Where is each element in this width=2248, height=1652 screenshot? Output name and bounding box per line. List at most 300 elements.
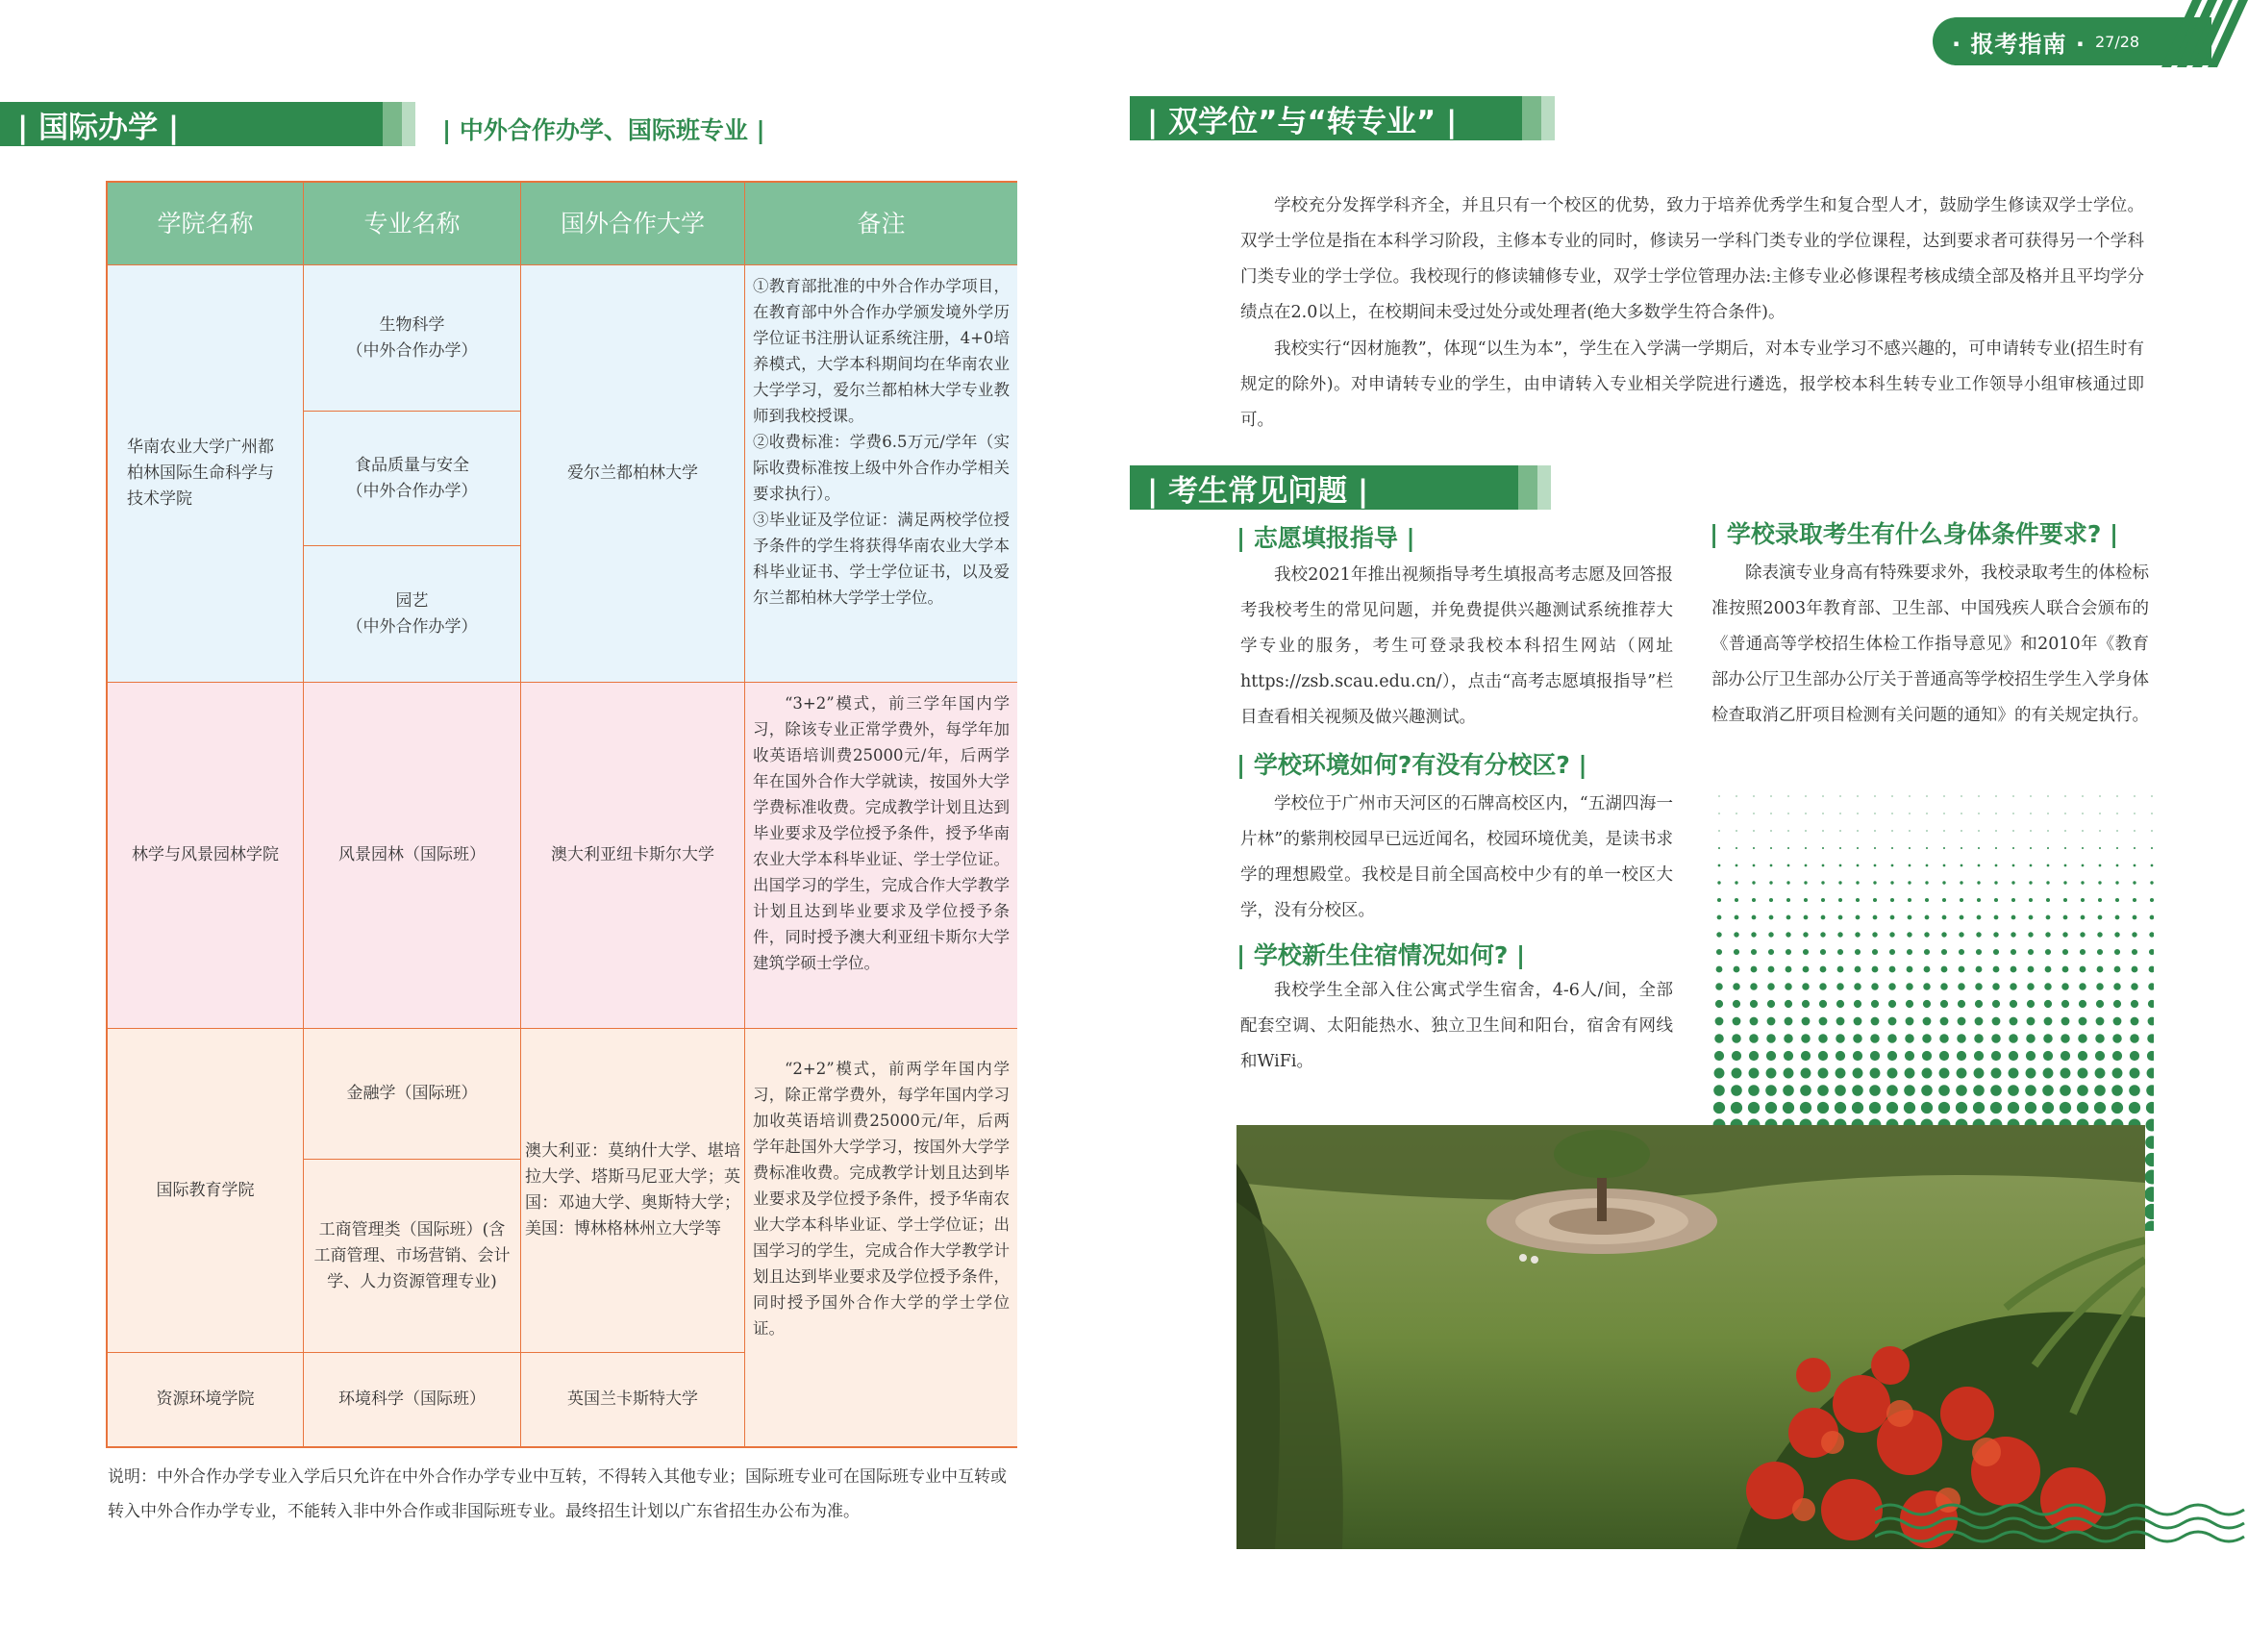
dot	[1921, 1102, 1933, 1114]
dot	[1976, 949, 1982, 955]
dot	[1960, 881, 1962, 884]
dot	[1889, 966, 1896, 973]
dot	[2061, 1068, 2071, 1079]
dot	[2012, 864, 2015, 867]
dot	[1715, 1000, 1723, 1008]
dot	[1938, 1085, 1950, 1096]
dot	[1839, 847, 1841, 849]
dot	[2099, 864, 2102, 867]
dot	[1908, 881, 1911, 884]
double-degree-paragraph: 学校充分发挥学科齐全，并且只有一个校区的优势，致力于培养优秀学生和复合型人才，鼓励学生修读双学士学位。双学士学位是指在本科学习阶段，主修本专业的同时，修读另一学科门类专业的学位课程，达到要求者可获得另一个学科门类专业的学士学位。我校现行的修读辅修专业，双学士学位管理办法:主修专业必修课程考核成绩全部及格并且平均学分绩点在2.0以上，在校期间未受过处分或处理者(绝大多数学生符合条件)。	[1240, 196, 2144, 322]
faq-a1: 我校2021年推出视频指导考生填报高考志愿及回答报考我校考生的常见问题，并免费提供兴趣测试系统推荐大学专业的服务，考生可登录我校本科招生网站（网址https://zsb.scau.edu.cn/），点击“高考志愿填报指导”栏目查看相关视频及做兴趣测试。	[1240, 565, 1673, 727]
dot	[1836, 1000, 1844, 1008]
dot	[2148, 983, 2154, 989]
dot	[1922, 1068, 1933, 1079]
dot	[2029, 881, 2032, 884]
dot	[2150, 915, 2154, 920]
dot	[1717, 898, 1721, 902]
dot	[2131, 1017, 2139, 1026]
dot	[2098, 898, 2102, 902]
dot	[1718, 847, 1720, 849]
dot	[1974, 1051, 1984, 1061]
dot	[2132, 932, 2136, 937]
dot	[2047, 795, 2048, 796]
dot	[2061, 983, 2068, 989]
dot	[2149, 932, 2154, 937]
dot	[1821, 881, 1824, 884]
dot	[2144, 1204, 2154, 1219]
dot	[1804, 915, 1809, 920]
dot	[1734, 949, 1739, 955]
dot	[1909, 830, 1910, 831]
dot	[1836, 1068, 1846, 1079]
dot	[1978, 830, 1979, 831]
dot	[1733, 1017, 1741, 1026]
dot	[2116, 830, 2117, 831]
dot	[1835, 1085, 1846, 1096]
dot	[2132, 966, 2138, 973]
dot	[1786, 915, 1791, 920]
dot	[1818, 1051, 1828, 1061]
dot	[2134, 847, 2136, 849]
dot	[1853, 1068, 1863, 1079]
dot	[2026, 1068, 2036, 1079]
faq-a2: 学校位于广州市天河区的石牌高校区内，“五湖四海一片林”的紫荆校园早已远近闻名，校园环境优美，是读书求学的理想殿堂。我校是目前全国高校中少有的单一校区大学，没有分校区。	[1240, 794, 1673, 920]
dot	[1992, 1017, 2001, 1026]
dot	[1717, 915, 1722, 920]
dot	[2114, 966, 2121, 973]
dot	[2146, 1119, 2154, 1132]
dot	[2097, 932, 2102, 937]
dot	[2130, 1034, 2139, 1043]
dot	[2064, 864, 2067, 867]
dot	[1959, 932, 1963, 937]
dot	[1904, 1102, 1915, 1114]
dot	[1805, 864, 1808, 867]
dot	[1891, 795, 1892, 796]
dot	[1956, 1102, 1967, 1114]
dot	[2046, 898, 2050, 902]
faq-q1: | 志愿填报指导 |	[1236, 524, 1415, 552]
dot	[1770, 795, 1771, 796]
dot	[1923, 1000, 1931, 1008]
dot	[1854, 983, 1861, 989]
header-major: 专业名称	[304, 183, 521, 265]
dot	[1924, 932, 1929, 937]
dot	[1956, 1085, 1967, 1096]
dot	[1836, 983, 1843, 989]
dot	[1753, 864, 1756, 867]
dot	[1770, 830, 1771, 831]
dot	[2010, 1017, 2018, 1026]
major-name: 食品质量与安全	[355, 455, 469, 475]
dot	[1994, 915, 1999, 920]
dot	[1752, 915, 1757, 920]
dot	[1940, 1017, 1949, 1026]
dot	[1973, 1102, 1985, 1114]
dot	[1924, 966, 1931, 973]
dot	[1874, 795, 1875, 796]
dot	[1736, 864, 1738, 867]
dot	[1993, 966, 2000, 973]
partner-cell: 爱尔兰都柏林大学	[521, 265, 745, 683]
dot	[1943, 864, 1946, 867]
dot	[1857, 864, 1860, 867]
dot	[2011, 898, 2015, 902]
dot	[1961, 847, 1962, 849]
dot	[1905, 1068, 1915, 1079]
dot	[2046, 881, 2049, 884]
dot	[2134, 830, 2135, 831]
dot	[2133, 915, 2137, 920]
dot	[1801, 1034, 1811, 1043]
dot	[2133, 881, 2136, 884]
dot	[2149, 966, 2154, 973]
dot	[1765, 1102, 1777, 1114]
dot	[1822, 864, 1825, 867]
dot	[1869, 1085, 1881, 1096]
dot	[1765, 1085, 1777, 1096]
dot	[1852, 1085, 1863, 1096]
dot	[2079, 1000, 2086, 1008]
dot	[2028, 949, 2034, 955]
header-note: 备注	[745, 183, 1017, 265]
dot	[1870, 1034, 1880, 1043]
dot	[2150, 881, 2153, 884]
dot	[1907, 966, 1913, 973]
dot	[1909, 795, 1910, 796]
dot	[2030, 830, 2031, 831]
dot	[2009, 1034, 2018, 1043]
dot	[2082, 864, 2085, 867]
dot	[1802, 983, 1809, 989]
dot	[1992, 983, 1999, 989]
dot	[1805, 830, 1806, 831]
dot	[1991, 1051, 2001, 1061]
dot	[2030, 864, 2033, 867]
dot	[1855, 949, 1861, 955]
dot	[1749, 1051, 1759, 1061]
dot	[1749, 1034, 1759, 1043]
dot	[1748, 1085, 1760, 1096]
dot	[1870, 1068, 1881, 1079]
dot	[1767, 983, 1774, 989]
dot	[2027, 1017, 2036, 1026]
dot	[1891, 864, 1894, 867]
dot	[2080, 949, 2086, 955]
dot	[1750, 983, 1757, 989]
dot	[1857, 847, 1859, 849]
dot	[1975, 1000, 1983, 1008]
dot	[1715, 983, 1722, 989]
dot	[1804, 898, 1808, 902]
dot	[1786, 881, 1789, 884]
dot	[1921, 1085, 1933, 1096]
dot	[1906, 1017, 1914, 1026]
dot	[2131, 1000, 2138, 1008]
dot	[1750, 1000, 1758, 1008]
dot	[1717, 881, 1720, 884]
major-name: 园艺	[395, 590, 429, 611]
dot	[1786, 932, 1790, 937]
dot	[2147, 1034, 2154, 1043]
dot	[1869, 1102, 1881, 1114]
dot	[1874, 847, 1876, 849]
dot	[1857, 795, 1858, 796]
major-cell: 环境科学（国际班）	[304, 1353, 521, 1446]
dot	[2030, 795, 2031, 796]
dot	[2113, 1017, 2122, 1026]
dot	[1768, 949, 1774, 955]
college-cell: 华南农业大学广州都柏林国际生命科学与技术学院	[108, 265, 304, 683]
dot	[1838, 898, 1842, 902]
dot	[1924, 949, 1930, 955]
dot	[1889, 949, 1895, 955]
dot	[1975, 1017, 1984, 1026]
dot	[2064, 795, 2065, 796]
dot	[1751, 932, 1756, 937]
dot	[2113, 1000, 2121, 1008]
college-cell: 林学与风景园林学院	[108, 683, 304, 1029]
dot	[1818, 1034, 1828, 1043]
dot	[1943, 830, 1944, 831]
dot	[1888, 983, 1895, 989]
dot	[1959, 966, 1965, 973]
guide-title: · 报考指南 ·	[1952, 30, 2086, 58]
dot	[1716, 966, 1723, 973]
dot	[1992, 1000, 2000, 1008]
dot	[2011, 881, 2014, 884]
dot	[1753, 795, 1754, 796]
major-cell	[304, 265, 521, 412]
dot	[2149, 949, 2154, 955]
dot	[1888, 1017, 1897, 1026]
dot	[2045, 966, 2052, 973]
section-intl-subtitle: | 中外合作办学、国际班专业 |	[442, 116, 765, 144]
dot	[1994, 881, 1997, 884]
dot	[1855, 932, 1860, 937]
dot	[1820, 949, 1826, 955]
dot	[2027, 1000, 2035, 1008]
major-type: （中外合作办学）	[346, 340, 478, 361]
dot	[2144, 1221, 2155, 1232]
dot	[1713, 1085, 1725, 1096]
campus-photo	[1236, 1125, 2145, 1549]
dot	[1940, 983, 1947, 989]
dot	[2097, 966, 2104, 973]
dot	[1925, 898, 1929, 902]
dot	[1734, 932, 1738, 937]
dot	[1887, 1068, 1898, 1079]
dot	[2045, 932, 2050, 937]
dot	[2134, 864, 2136, 867]
dot	[1977, 898, 1981, 902]
major-cell	[304, 546, 521, 683]
dot	[1822, 847, 1824, 849]
dot	[2078, 1034, 2087, 1043]
dot	[2026, 1051, 2036, 1061]
dot	[1785, 1000, 1792, 1008]
dot	[2145, 1136, 2154, 1149]
dot	[1974, 1034, 1984, 1043]
dot	[1732, 1034, 1741, 1043]
dot	[2028, 966, 2035, 973]
dot	[1873, 898, 1877, 902]
dot	[1732, 1068, 1742, 1079]
major-type: （中外合作办学）	[346, 616, 478, 637]
dot	[2151, 795, 2152, 796]
dot	[1748, 1102, 1760, 1114]
dot	[1926, 847, 1928, 849]
dot	[2146, 1102, 2154, 1114]
dot	[2094, 1102, 2106, 1114]
dot	[2082, 795, 2083, 796]
dot	[2062, 932, 2067, 937]
dot	[2081, 881, 2084, 884]
dot	[1786, 898, 1790, 902]
stripes-decoration	[2154, 0, 2248, 67]
dot	[1957, 1068, 1967, 1079]
dot	[1943, 847, 1945, 849]
dot	[1838, 915, 1843, 920]
dot	[1973, 1085, 1985, 1096]
dot	[1958, 1000, 1965, 1008]
dot	[1734, 966, 1740, 973]
dot	[2095, 1051, 2105, 1061]
dot	[1854, 1000, 1861, 1008]
dot	[2011, 966, 2017, 973]
dot	[1819, 983, 1826, 989]
dot	[1960, 898, 1963, 902]
dot	[2043, 1068, 2054, 1079]
dot	[2130, 1051, 2139, 1061]
dot	[1766, 1051, 1776, 1061]
dot	[2081, 915, 2086, 920]
dot	[1938, 1102, 1950, 1114]
dot	[1871, 1017, 1880, 1026]
dot	[1735, 881, 1737, 884]
dot	[2025, 1102, 2036, 1114]
dot	[1820, 932, 1825, 937]
dot	[1939, 1068, 1950, 1079]
dot	[1838, 881, 1841, 884]
dot	[1995, 864, 1998, 867]
transfer-major-paragraph: 我校实行“因材施教”，体现“以生为本”，学生在入学满一学期后，对本专业学习不感兴趣的，可申请转专业(招生时有规定的除外)。对申请转专业的学生，由申请转入专业相关学院进行遴选，报学校本科生转专业工作领导小组审核通过即可。	[1240, 339, 2144, 430]
college-cell: 国际教育学院	[108, 1029, 304, 1353]
dot	[1736, 847, 1737, 849]
dot	[2027, 983, 2034, 989]
dot	[2062, 949, 2068, 955]
dot	[1907, 932, 1911, 937]
dot	[2063, 881, 2066, 884]
dot	[2079, 1017, 2087, 1026]
partner-cell: 澳大利亚：莫纳什大学、堪培拉大学、塔斯马尼亚大学；英国：邓迪大学、奥斯特大学；美国：博林格林州立大学等	[521, 1029, 745, 1353]
dot	[2026, 1034, 2036, 1043]
dot	[1718, 864, 1721, 867]
dot	[2099, 795, 2100, 796]
dot	[1716, 932, 1721, 937]
dot	[2078, 1051, 2087, 1061]
dot	[2134, 795, 2135, 796]
dot	[2146, 1085, 2154, 1096]
dot	[1978, 864, 1981, 867]
dot	[2047, 830, 2048, 831]
dot	[1786, 966, 1792, 973]
dot	[1856, 881, 1859, 884]
dot	[2012, 795, 2013, 796]
dot	[1943, 795, 1944, 796]
dot	[1871, 1000, 1879, 1008]
dot	[1783, 1102, 1794, 1114]
dot	[2147, 1068, 2154, 1079]
dot	[1803, 966, 1810, 973]
dot	[1800, 1085, 1811, 1096]
dot	[1873, 915, 1878, 920]
dot	[2116, 847, 2118, 849]
dot	[2094, 1085, 2106, 1096]
dot	[1941, 949, 1947, 955]
dot	[1732, 1051, 1741, 1061]
dot	[1784, 1034, 1793, 1043]
dot	[2046, 915, 2051, 920]
dot	[2145, 1153, 2154, 1166]
dot	[1718, 830, 1719, 831]
dot	[1714, 1034, 1724, 1043]
dot	[1785, 1017, 1793, 1026]
dot	[2113, 983, 2120, 989]
dot	[2147, 1051, 2154, 1061]
dot	[1976, 966, 1983, 973]
dot	[1750, 1017, 1759, 1026]
dot	[2111, 1102, 2123, 1114]
dot	[2012, 830, 2013, 831]
dot	[2008, 1085, 2019, 1096]
dot	[1990, 1102, 2002, 1114]
dot	[1769, 898, 1773, 902]
dot	[1817, 1085, 1829, 1096]
dot	[2043, 1034, 2053, 1043]
dot	[2099, 847, 2101, 849]
dot	[1787, 847, 1789, 849]
dot	[1767, 1017, 1776, 1026]
dot	[1990, 1085, 2002, 1096]
dot	[1856, 898, 1860, 902]
dot	[1718, 795, 1719, 796]
dot	[1886, 1085, 1898, 1096]
dot	[2082, 830, 2083, 831]
major-cell: 风景园林（国际班）	[304, 683, 521, 1029]
dot	[1735, 898, 1738, 902]
header-college: 学院名称	[108, 183, 304, 265]
dot	[1891, 830, 1892, 831]
dot	[1821, 898, 1825, 902]
dot	[1818, 1068, 1829, 1079]
dot	[2047, 864, 2050, 867]
faq-q3: | 学校新生住宿情况如何? |	[1236, 941, 1526, 969]
dot	[2010, 1000, 2017, 1008]
dot	[2081, 898, 2085, 902]
dot	[1872, 949, 1878, 955]
dot	[1817, 1102, 1829, 1114]
dot	[1735, 915, 1739, 920]
dot	[1731, 1085, 1742, 1096]
dot	[2080, 932, 2085, 937]
dot	[1957, 1034, 1966, 1043]
dot	[2114, 949, 2120, 955]
dot	[1837, 966, 1844, 973]
dot	[2042, 1085, 2054, 1096]
dot	[2077, 1102, 2088, 1114]
